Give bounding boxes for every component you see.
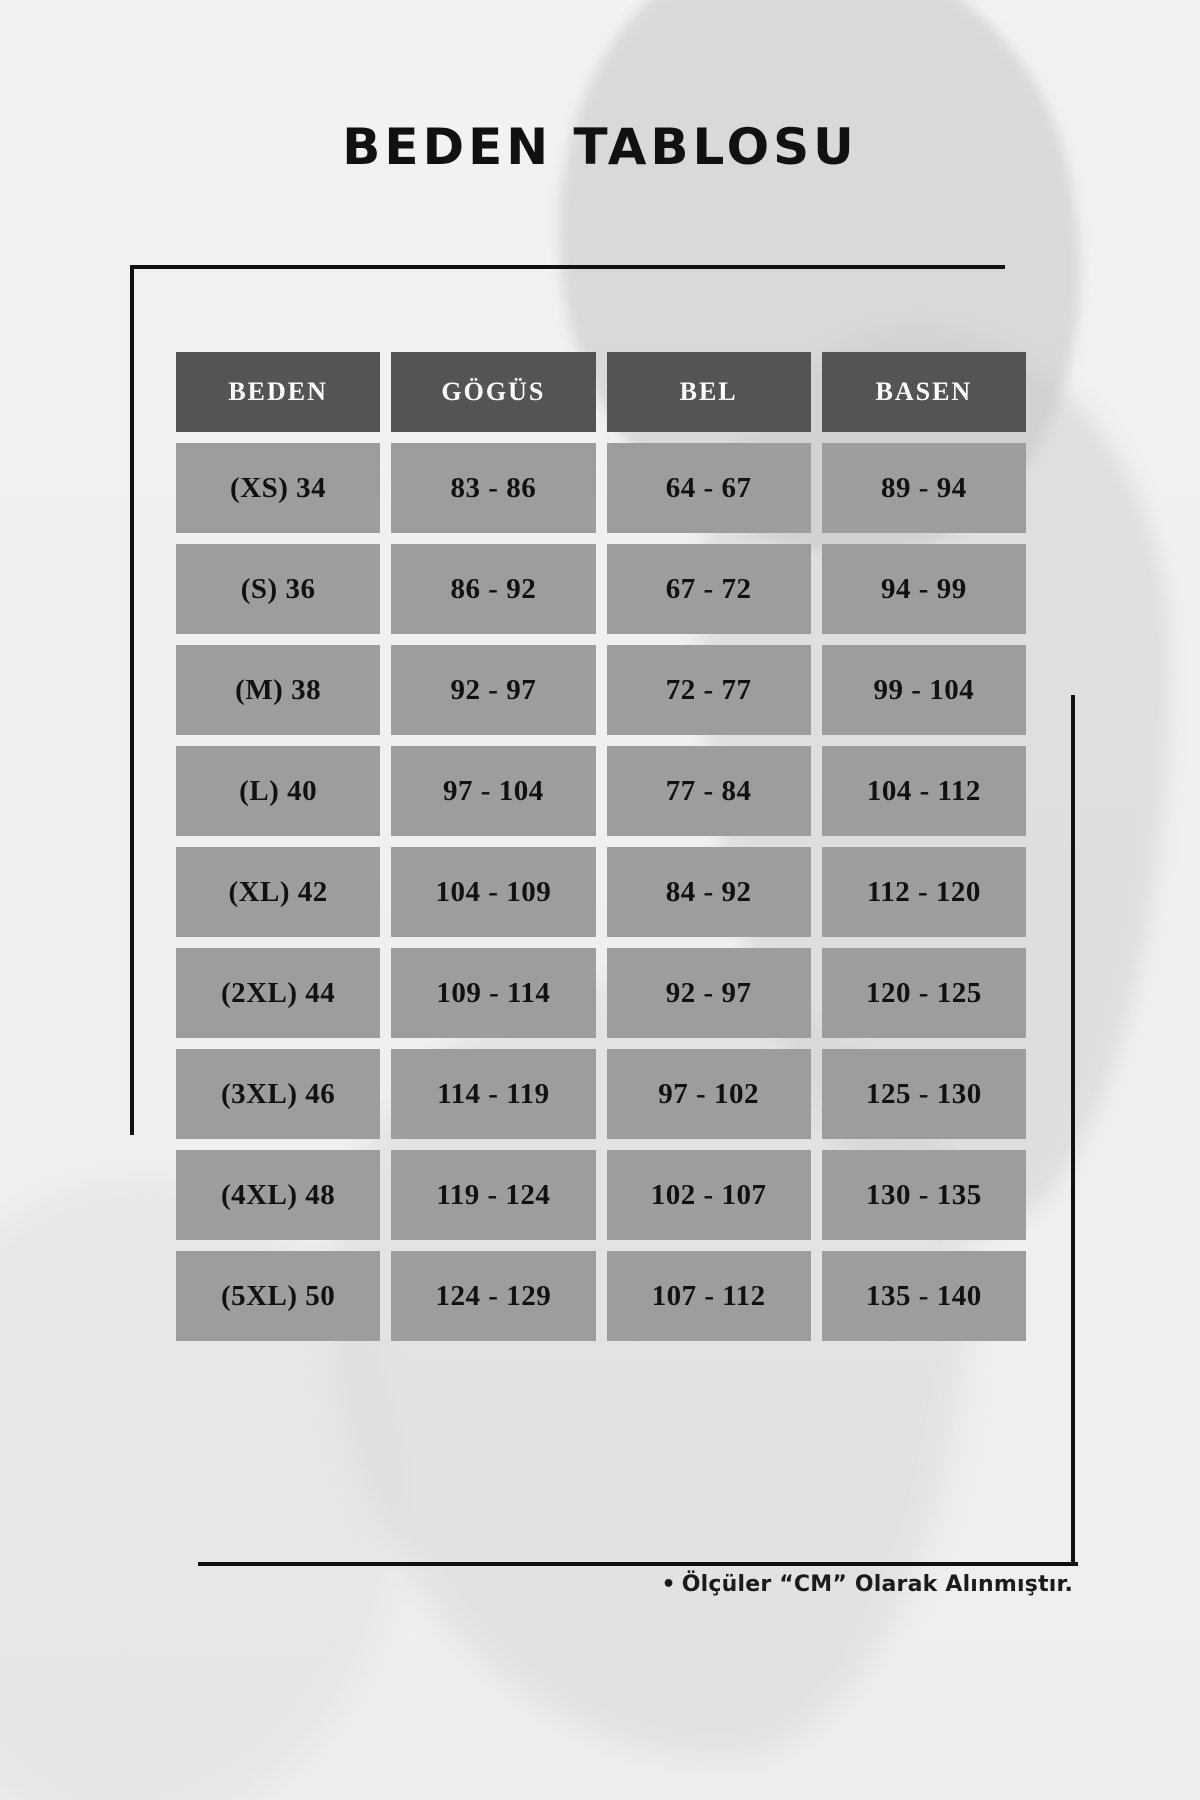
cell-basen: 130 - 135 bbox=[822, 1150, 1026, 1240]
cell-beden: (L) 40 bbox=[176, 746, 380, 836]
cell-bel: 67 - 72 bbox=[607, 544, 811, 634]
cell-gogus: 86 - 92 bbox=[391, 544, 595, 634]
frame-line-right bbox=[1071, 695, 1075, 1566]
cell-bel: 92 - 97 bbox=[607, 948, 811, 1038]
cell-gogus: 109 - 114 bbox=[391, 948, 595, 1038]
table-row bbox=[176, 1049, 1026, 1139]
table-row bbox=[176, 1150, 1026, 1240]
cell-beden: (XS) 34 bbox=[176, 443, 380, 533]
cell-gogus: 83 - 86 bbox=[391, 443, 595, 533]
column-header-gogus: GÖGÜS bbox=[391, 352, 595, 432]
cell-gogus: 104 - 109 bbox=[391, 847, 595, 937]
table-header-row bbox=[176, 352, 1026, 432]
bullet-icon: • bbox=[661, 1572, 676, 1597]
cell-beden: (4XL) 48 bbox=[176, 1150, 380, 1240]
cell-gogus: 124 - 129 bbox=[391, 1251, 595, 1341]
footnote bbox=[0, 1572, 1073, 1597]
cell-bel: 107 - 112 bbox=[607, 1251, 811, 1341]
cell-beden: (5XL) 50 bbox=[176, 1251, 380, 1341]
frame-line-bottom bbox=[198, 1562, 1078, 1566]
cell-bel: 102 - 107 bbox=[607, 1150, 811, 1240]
table-row bbox=[176, 443, 1026, 533]
cell-beden: (3XL) 46 bbox=[176, 1049, 380, 1139]
cell-bel: 72 - 77 bbox=[607, 645, 811, 735]
cell-gogus: 114 - 119 bbox=[391, 1049, 595, 1139]
cell-basen: 120 - 125 bbox=[822, 948, 1026, 1038]
table-row bbox=[176, 1251, 1026, 1341]
frame-line-top bbox=[130, 265, 1005, 269]
cell-basen: 89 - 94 bbox=[822, 443, 1026, 533]
cell-basen: 112 - 120 bbox=[822, 847, 1026, 937]
table-header bbox=[176, 352, 1026, 432]
cell-basen: 104 - 112 bbox=[822, 746, 1026, 836]
cell-gogus: 119 - 124 bbox=[391, 1150, 595, 1240]
cell-basen: 99 - 104 bbox=[822, 645, 1026, 735]
cell-basen: 125 - 130 bbox=[822, 1049, 1026, 1139]
table-row bbox=[176, 948, 1026, 1038]
table-row bbox=[176, 544, 1026, 634]
table-body bbox=[176, 443, 1026, 1341]
cell-basen: 94 - 99 bbox=[822, 544, 1026, 634]
cell-beden: (M) 38 bbox=[176, 645, 380, 735]
table-row bbox=[176, 847, 1026, 937]
footnote-text: Ölçüler “CM” Olarak Alınmıştır. bbox=[681, 1572, 1073, 1597]
cell-bel: 77 - 84 bbox=[607, 746, 811, 836]
cell-bel: 97 - 102 bbox=[607, 1049, 811, 1139]
column-header-bel: BEL bbox=[607, 352, 811, 432]
cell-beden: (XL) 42 bbox=[176, 847, 380, 937]
cell-bel: 64 - 67 bbox=[607, 443, 811, 533]
frame-line-left bbox=[130, 265, 134, 1135]
size-table bbox=[165, 341, 1037, 1352]
column-header-beden: BEDEN bbox=[176, 352, 380, 432]
cell-bel: 84 - 92 bbox=[607, 847, 811, 937]
column-header-basen: BASEN bbox=[822, 352, 1026, 432]
cell-gogus: 92 - 97 bbox=[391, 645, 595, 735]
cell-beden: (2XL) 44 bbox=[176, 948, 380, 1038]
cell-beden: (S) 36 bbox=[176, 544, 380, 634]
table-row bbox=[176, 645, 1026, 735]
cell-basen: 135 - 140 bbox=[822, 1251, 1026, 1341]
table-row bbox=[176, 746, 1026, 836]
page-title: BEDEN TABLOSU bbox=[342, 118, 858, 176]
cell-gogus: 97 - 104 bbox=[391, 746, 595, 836]
